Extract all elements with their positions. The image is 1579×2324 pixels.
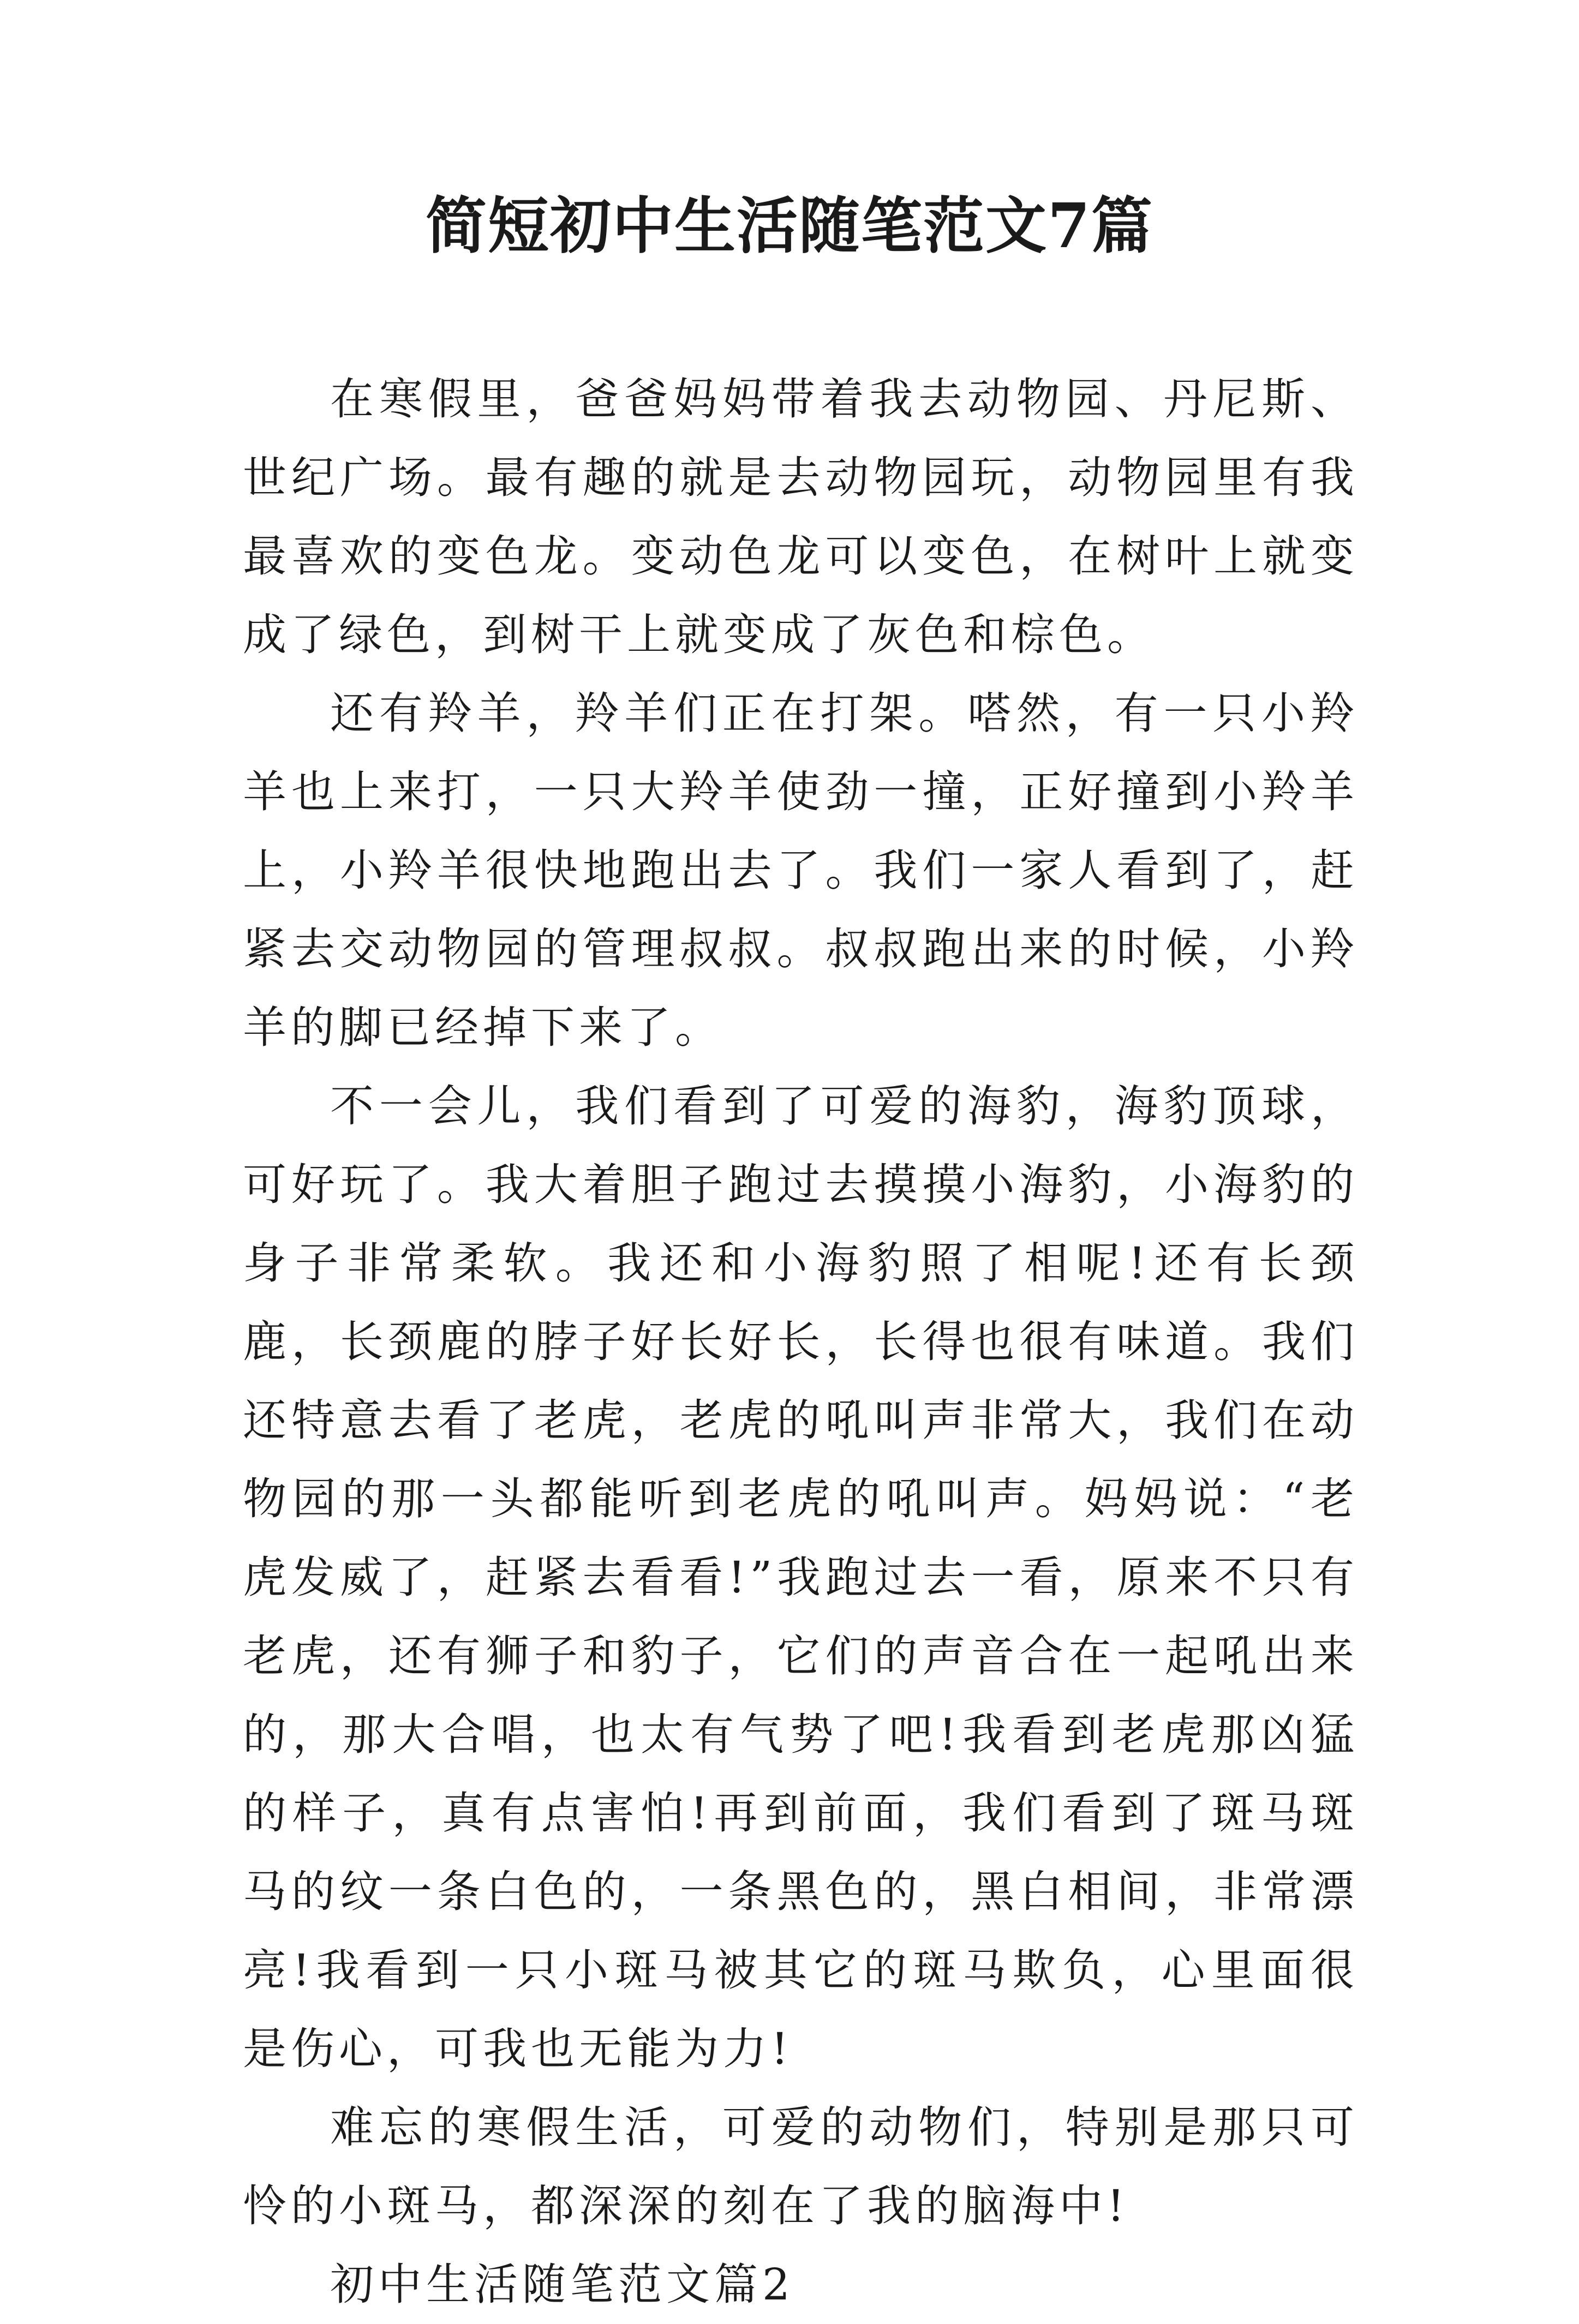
paragraph-4: 难忘的寒假生活，可爱的动物们，特别是那只可怜的小斑马，都深深的刻在了我的脑海中! [243, 2102, 1359, 2231]
paragraph-1: 在寒假里，爸爸妈妈带着我去动物园、丹尼斯、世纪广场。最有趣的就是去动物园玩，动物园里有我最喜欢的变色龙。变动色龙可以变色，在树叶上就变成了绿色，到树干上就变成了灰色和棕色。 [243, 374, 1359, 660]
paragraph-2: 还有羚羊，羚羊们正在打架。嗒然，有一只小羚羊也上来打，一只大羚羊使劲一撞，正好撞到小羚羊上，小羚羊很快地跑出去了。我们一家人看到了，赶紧去交动物园的管理叔叔。叔叔跑出来的时候，小羚羊的脚已经掉下来了。 [243, 688, 1359, 1053]
document-body [243, 360, 1359, 2324]
document-title: 简短初中生活随笔范文7篇 [426, 190, 1153, 262]
paragraph-3: 不一会儿，我们看到了可爱的海豹，海豹顶球，可好玩了。我大着胆子跑过去摸摸小海豹，小海豹的身子非常柔软。我还和小海豹照了相呢!还有长颈鹿，长颈鹿的脖子好长好长，长得也很有味道。我们还特意去看了老虎，老虎的吼叫声非常大，我们在动物园的那一头都能听到老虎的吼叫声。妈妈说：“老虎发威了，赶紧去看看!”我跑过去一看，原来不只有老虎，还有狮子和豹子，它们的声音合在一起吼出来的，那大合唱，也太有气势了吧!我看到老虎那凶猛的样子，真有点害怕!再到前面，我们看到了斑马斑马的纹一条白色的，一条黑色的，黑白相间，非常漂亮!我看到一只小斑马被其它的斑马欺负，心里面很是伤心，可我也无能为力! [243, 1081, 1359, 2074]
section-heading: 初中生活随笔范文篇2 [330, 2259, 794, 2310]
